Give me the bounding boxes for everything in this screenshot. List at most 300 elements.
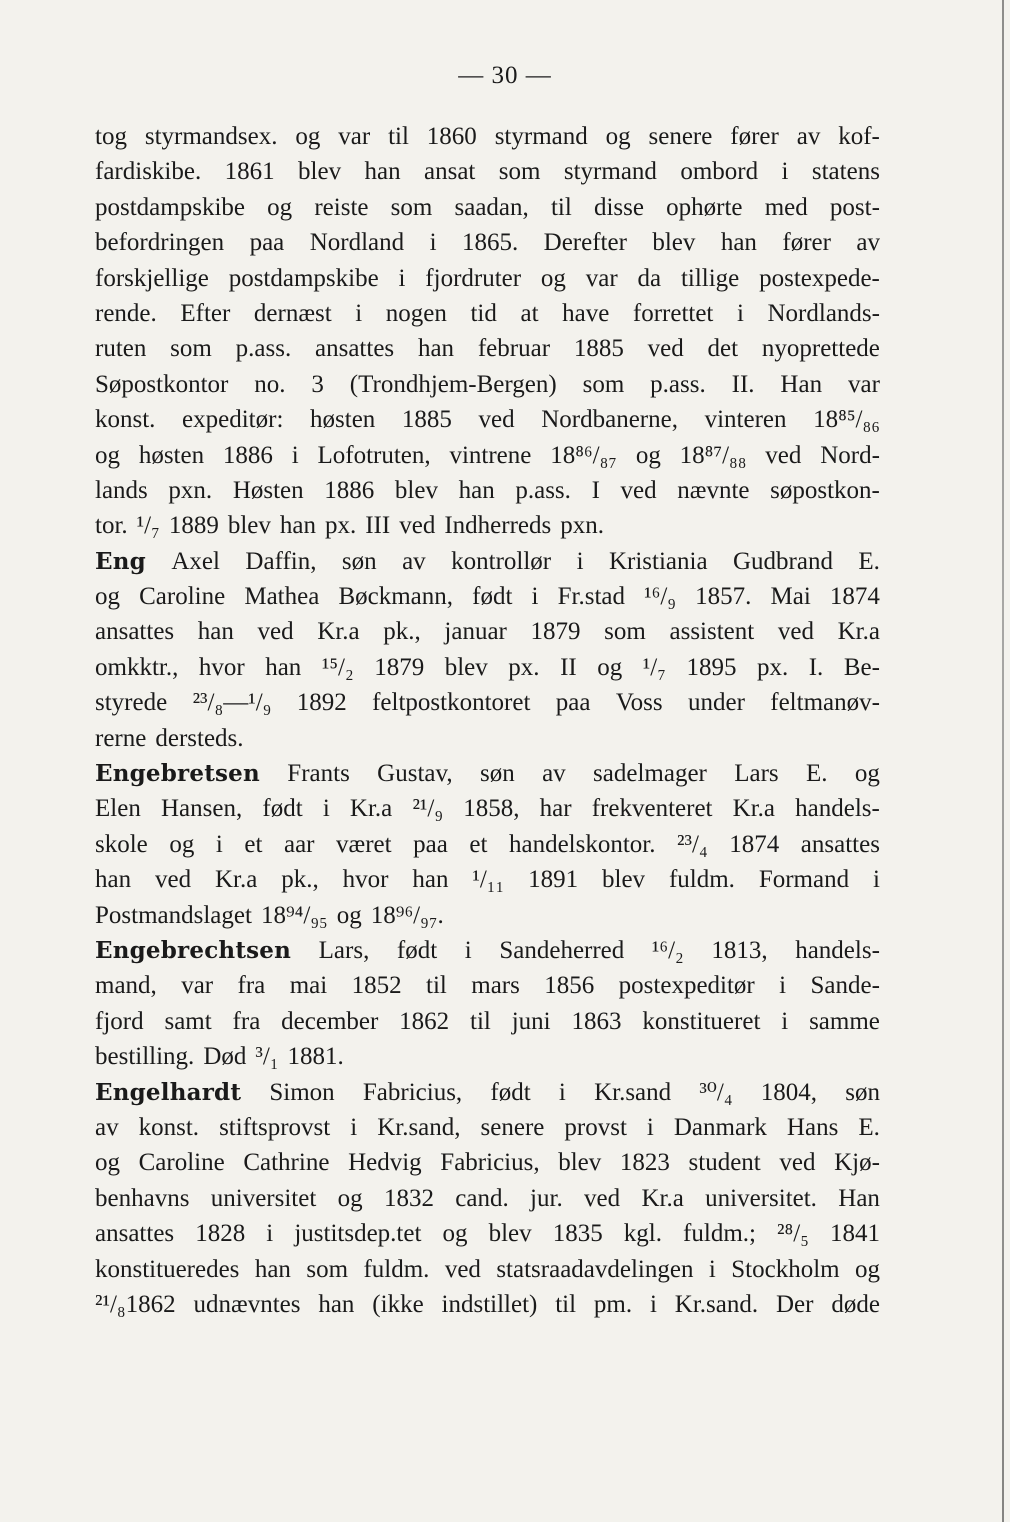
word: fra bbox=[232, 1007, 261, 1035]
word: 1886 bbox=[222, 441, 273, 469]
word: expeditør: bbox=[182, 406, 284, 434]
word: 1865. bbox=[461, 229, 519, 257]
text-line bbox=[95, 261, 880, 296]
word: Mathea bbox=[244, 583, 320, 611]
word: Død bbox=[203, 1043, 247, 1071]
word: som bbox=[604, 618, 646, 646]
word: som bbox=[390, 193, 433, 221]
word: av bbox=[402, 547, 426, 575]
word: født bbox=[490, 1078, 531, 1106]
word: senere bbox=[648, 123, 713, 150]
word: 1852 bbox=[351, 972, 402, 1000]
word: 1860 bbox=[426, 123, 477, 150]
word: samt bbox=[164, 1007, 212, 1035]
text-line bbox=[95, 154, 880, 189]
word: 1828 bbox=[195, 1220, 246, 1248]
word: av bbox=[542, 760, 566, 788]
word: Danmark bbox=[673, 1113, 767, 1141]
word: Kr.a bbox=[837, 618, 880, 646]
word: 1841 bbox=[830, 1220, 880, 1248]
text-line bbox=[95, 1145, 880, 1180]
word: født bbox=[396, 936, 438, 964]
word: konst. bbox=[95, 406, 156, 434]
word: døde bbox=[831, 1290, 880, 1318]
word: i bbox=[872, 866, 880, 894]
word: (Trondhjem-Bergen) bbox=[349, 370, 557, 398]
word: høsten bbox=[310, 406, 376, 434]
word: lands bbox=[95, 476, 148, 504]
word: 1862 bbox=[399, 1007, 450, 1035]
word: saadan, bbox=[454, 193, 529, 221]
word: forskjellige bbox=[95, 264, 209, 292]
word: han bbox=[254, 1255, 291, 1283]
word: ved bbox=[584, 1184, 621, 1212]
text-line bbox=[95, 1181, 880, 1216]
word: blev bbox=[227, 512, 271, 540]
word: 1874 bbox=[729, 830, 780, 858]
word: befordringen bbox=[95, 229, 225, 257]
word: statens bbox=[811, 158, 880, 186]
word: vintrene bbox=[449, 441, 532, 469]
text-line bbox=[95, 1110, 880, 1145]
word: ved bbox=[647, 335, 684, 363]
word: og bbox=[169, 830, 195, 858]
word: ³⁰/₄ bbox=[699, 1078, 733, 1106]
word: Be- bbox=[843, 653, 880, 681]
word: blev bbox=[394, 476, 438, 504]
word: forrettet bbox=[632, 299, 714, 327]
word: Mai bbox=[770, 583, 811, 611]
word: senere bbox=[480, 1113, 545, 1141]
word: Derefter bbox=[543, 229, 627, 257]
text-line bbox=[95, 367, 880, 402]
word: av bbox=[95, 1113, 119, 1141]
text-line bbox=[95, 968, 880, 1003]
word: et bbox=[244, 830, 263, 858]
text-line bbox=[95, 438, 880, 473]
word: Caroline bbox=[138, 1149, 225, 1177]
word: fører bbox=[730, 123, 779, 150]
word: ³/₁ bbox=[255, 1043, 279, 1071]
word: 1881. bbox=[287, 1043, 344, 1071]
word: og bbox=[95, 583, 120, 611]
word: mand, bbox=[95, 972, 157, 1000]
word: E. bbox=[858, 547, 880, 575]
word: og bbox=[635, 441, 661, 469]
text-line bbox=[95, 1075, 880, 1110]
word: Nordland bbox=[309, 229, 405, 257]
word: Nordbanerne, bbox=[541, 406, 678, 434]
page-edge-shadow bbox=[1002, 0, 1004, 1522]
word: fuldm.; bbox=[683, 1220, 756, 1248]
word: og bbox=[605, 123, 631, 150]
word: Fabricius, bbox=[440, 1149, 540, 1177]
entry-headword: Engebretsen bbox=[95, 760, 260, 788]
page-number: — 30 — bbox=[458, 62, 552, 89]
word: og bbox=[540, 264, 566, 292]
word: blev bbox=[488, 1220, 532, 1248]
word: konstitueret bbox=[642, 1007, 761, 1035]
word: fuldm. bbox=[668, 866, 735, 894]
word: nyoprettede bbox=[761, 335, 880, 363]
word: Han bbox=[838, 1184, 880, 1212]
word: og bbox=[95, 1149, 120, 1177]
word: Kr.a bbox=[732, 795, 776, 823]
word: benhavns bbox=[95, 1184, 190, 1212]
word: Sandeherred bbox=[499, 936, 625, 964]
word: ²¹/₉ bbox=[412, 795, 444, 823]
text-line bbox=[95, 579, 880, 614]
word: i bbox=[708, 1255, 716, 1283]
word: født bbox=[472, 583, 513, 611]
word: no. bbox=[254, 370, 286, 398]
word: sadelmager bbox=[593, 760, 707, 788]
word: Hedvig bbox=[348, 1149, 422, 1177]
word: kontrollør bbox=[451, 547, 552, 575]
word: justitsdep.tet bbox=[294, 1220, 422, 1248]
word: ¹/₇ bbox=[642, 653, 666, 681]
word: søn bbox=[341, 547, 377, 575]
word: i bbox=[322, 795, 330, 823]
word: søn bbox=[479, 760, 515, 788]
word: Lars, bbox=[318, 936, 370, 964]
word: Axel bbox=[171, 547, 220, 575]
word: da bbox=[637, 264, 662, 292]
text-line bbox=[95, 721, 880, 756]
word: p.ass. bbox=[515, 476, 571, 504]
word: hvor bbox=[342, 866, 389, 894]
word: og bbox=[854, 760, 880, 788]
word: Fabricius, bbox=[362, 1078, 463, 1106]
word: han bbox=[318, 1290, 355, 1318]
text-line bbox=[95, 791, 880, 826]
word: ved bbox=[478, 406, 515, 434]
word: I. bbox=[808, 653, 824, 681]
word: hvor bbox=[198, 653, 245, 681]
text-line bbox=[95, 1287, 880, 1322]
word: pk., bbox=[281, 866, 319, 894]
word: II. bbox=[731, 370, 755, 398]
word: ansattes bbox=[95, 1220, 175, 1248]
word: ruten bbox=[95, 335, 147, 363]
word: Simon bbox=[269, 1078, 335, 1106]
word: fardiskibe. bbox=[95, 158, 202, 186]
word: pk., bbox=[383, 618, 421, 646]
word: 1856 bbox=[544, 972, 595, 1000]
word: ²³/₈—¹/₉ bbox=[192, 689, 272, 717]
word: Caroline bbox=[139, 583, 226, 611]
word: konstitueredes bbox=[95, 1255, 240, 1283]
word: han bbox=[412, 866, 449, 894]
word: Gustav, bbox=[377, 760, 453, 788]
word: styrmandsex. bbox=[144, 123, 278, 150]
text-line bbox=[95, 650, 880, 685]
text-line bbox=[95, 614, 880, 649]
word: blev bbox=[652, 229, 696, 257]
word: fører bbox=[782, 229, 831, 257]
word: i bbox=[781, 1007, 789, 1035]
word: 1879 bbox=[374, 653, 425, 681]
word: Postmandslaget bbox=[95, 901, 252, 929]
word: frekventeret bbox=[591, 795, 713, 823]
text-line bbox=[95, 331, 880, 366]
word: rerne bbox=[95, 724, 147, 752]
word: og bbox=[597, 653, 623, 681]
word: og bbox=[295, 123, 321, 150]
word: dersteds. bbox=[155, 724, 244, 752]
word: var bbox=[338, 123, 371, 150]
word: ¹⁵/₂ bbox=[321, 653, 354, 681]
word: postexpeditør bbox=[618, 972, 755, 1000]
word: 18⁹⁴/₉₅ bbox=[260, 901, 328, 929]
word: Han bbox=[780, 370, 823, 398]
word: 1891 bbox=[528, 866, 579, 894]
word: mai bbox=[289, 972, 328, 1000]
word: Hansen, bbox=[160, 795, 243, 823]
word: var bbox=[847, 370, 880, 398]
word: han bbox=[197, 618, 234, 646]
text-line bbox=[95, 296, 880, 331]
word: 1879 bbox=[530, 618, 581, 646]
word: til bbox=[555, 1290, 577, 1318]
word: paa bbox=[249, 229, 285, 257]
word: han bbox=[458, 476, 495, 504]
word: Stockholm bbox=[731, 1255, 840, 1283]
word: december bbox=[281, 1007, 379, 1035]
word: Nordlands- bbox=[767, 299, 880, 327]
word: pm. bbox=[593, 1290, 633, 1318]
word: assistent bbox=[669, 618, 755, 646]
word: i bbox=[464, 936, 472, 964]
word: i bbox=[215, 830, 223, 858]
word: styrmand bbox=[494, 123, 588, 150]
word: i bbox=[531, 583, 539, 611]
word: søpostkon- bbox=[770, 476, 880, 504]
word: tillige bbox=[680, 264, 740, 292]
word: mars bbox=[471, 972, 520, 1000]
word: ²³/₄ bbox=[677, 830, 708, 858]
text-line bbox=[95, 827, 880, 862]
word: paa bbox=[555, 689, 591, 717]
word: omkktr., bbox=[95, 653, 179, 681]
text-line bbox=[95, 1039, 880, 1074]
text-line bbox=[95, 898, 880, 933]
word: han bbox=[720, 229, 757, 257]
word: statsraadavdelingen bbox=[496, 1255, 694, 1283]
word: ved bbox=[257, 618, 294, 646]
word: handelskontor. bbox=[508, 830, 656, 858]
word: dernæst bbox=[253, 299, 332, 327]
text-line bbox=[95, 862, 880, 897]
word: post- bbox=[829, 193, 880, 221]
word: 1886 bbox=[324, 476, 375, 504]
word: 1804, bbox=[760, 1078, 818, 1106]
word: 1874 bbox=[829, 583, 880, 611]
text-line bbox=[95, 402, 880, 437]
text-line bbox=[95, 508, 880, 543]
word: søn bbox=[845, 1078, 880, 1106]
word: postexpede- bbox=[759, 264, 880, 292]
word: student bbox=[688, 1149, 761, 1177]
word: ¹/₇ bbox=[136, 512, 160, 540]
word: pxn. bbox=[168, 476, 213, 504]
word: nævnte bbox=[677, 476, 750, 504]
word: ¹/₁₁ bbox=[472, 866, 505, 894]
word: ¹⁶/₂ bbox=[651, 936, 684, 964]
word: cand. bbox=[455, 1184, 509, 1212]
word: 18⁸⁷/₈₈ bbox=[679, 441, 747, 469]
word: under bbox=[687, 689, 745, 717]
word: feltpostkontoret bbox=[372, 689, 531, 717]
text-line bbox=[95, 544, 880, 579]
word: II bbox=[560, 653, 577, 681]
word: i bbox=[558, 1078, 566, 1106]
word: Søpostkontor bbox=[95, 370, 229, 398]
text-line bbox=[95, 685, 880, 720]
word: Kr.sand, bbox=[377, 1113, 461, 1141]
word: januar bbox=[444, 618, 507, 646]
word: 1813, bbox=[711, 936, 768, 964]
word: fjordruter bbox=[425, 264, 522, 292]
word: kgl. bbox=[623, 1220, 662, 1248]
word: som bbox=[498, 158, 541, 186]
word: han bbox=[279, 512, 316, 540]
word: ved bbox=[765, 441, 802, 469]
word: blev bbox=[444, 653, 488, 681]
word: til bbox=[550, 193, 572, 221]
word: kof- bbox=[838, 123, 880, 150]
word: reiste bbox=[314, 193, 369, 221]
word: px. bbox=[508, 653, 540, 681]
word: skole bbox=[95, 830, 148, 858]
word: stiftsprovst bbox=[219, 1113, 331, 1141]
word: ²⁸/₅ bbox=[777, 1220, 809, 1248]
word: ansat bbox=[424, 158, 476, 186]
word: Efter bbox=[180, 299, 231, 327]
word: Gudbrand bbox=[732, 547, 833, 575]
word: I bbox=[591, 476, 600, 504]
word: av bbox=[856, 229, 880, 257]
word: p.ass. bbox=[235, 335, 292, 363]
word: 1832 bbox=[383, 1184, 434, 1212]
word: Kr.a bbox=[317, 618, 360, 646]
word: i bbox=[646, 1113, 654, 1141]
word: det bbox=[707, 335, 739, 363]
word: ved bbox=[444, 1255, 481, 1283]
word: til bbox=[426, 972, 447, 1000]
word: postdampskibe bbox=[228, 264, 379, 292]
text-line bbox=[95, 473, 880, 508]
word: styrmand bbox=[563, 158, 657, 186]
word: ansattes bbox=[800, 830, 880, 858]
word: p.ass. bbox=[650, 370, 706, 398]
word: px. bbox=[324, 512, 357, 540]
word: høsten bbox=[138, 441, 205, 469]
word: udnævntes bbox=[193, 1290, 301, 1318]
word: 1863 bbox=[571, 1007, 622, 1035]
word: Lars bbox=[734, 760, 779, 788]
word: ophørte bbox=[666, 193, 743, 221]
word: konst. bbox=[138, 1113, 200, 1141]
word: 18⁸⁶/₈₇ bbox=[550, 441, 618, 469]
word: Kr.sand bbox=[594, 1078, 672, 1106]
word: ¹⁶/₉ bbox=[644, 583, 676, 611]
word: og bbox=[267, 193, 293, 221]
word: fuldm. bbox=[363, 1255, 430, 1283]
word: Hans bbox=[786, 1113, 839, 1141]
text-line bbox=[95, 1252, 880, 1287]
word: fra bbox=[237, 972, 266, 1000]
word: 1885 bbox=[401, 406, 452, 434]
word: E. bbox=[806, 760, 828, 788]
entry-headword: Engelhardt bbox=[95, 1078, 242, 1106]
word: Formand bbox=[758, 866, 850, 894]
text-line bbox=[95, 1004, 880, 1039]
word: E. bbox=[858, 1113, 880, 1141]
word: 1823 bbox=[619, 1149, 670, 1177]
word: i bbox=[779, 972, 787, 1000]
word: postdampskibe bbox=[95, 193, 245, 221]
word: blev bbox=[558, 1149, 602, 1177]
word: i bbox=[398, 264, 406, 292]
word: 1835 bbox=[552, 1220, 603, 1248]
word: vinteren bbox=[704, 406, 787, 434]
entry-headword: Engebrechtsen bbox=[95, 936, 292, 964]
text-line bbox=[95, 756, 880, 791]
word: 1861 bbox=[224, 158, 275, 186]
word: ved bbox=[777, 618, 814, 646]
word: ved bbox=[155, 866, 192, 894]
word: blev bbox=[298, 158, 342, 186]
word: jur. bbox=[530, 1184, 563, 1212]
word: have bbox=[562, 299, 610, 327]
word: som bbox=[582, 370, 625, 398]
word: ved bbox=[779, 1149, 816, 1177]
word: handels- bbox=[795, 936, 880, 964]
word: og bbox=[336, 901, 362, 929]
word: til bbox=[470, 1007, 491, 1035]
word: handels- bbox=[795, 795, 880, 823]
word: Indherreds bbox=[444, 512, 552, 540]
word: til bbox=[388, 123, 409, 150]
word: ²¹/₈1862 bbox=[95, 1290, 176, 1318]
word: feltmanøv- bbox=[770, 689, 880, 717]
word: disse bbox=[593, 193, 644, 221]
word: juni bbox=[511, 1007, 551, 1035]
word: ombord bbox=[680, 158, 759, 186]
word: Høsten bbox=[232, 476, 304, 504]
word: (ikke bbox=[372, 1290, 424, 1318]
word: Voss bbox=[615, 689, 663, 717]
word: tog bbox=[95, 123, 127, 150]
text-line bbox=[95, 225, 880, 260]
word: Cathrine bbox=[243, 1149, 330, 1177]
word: han bbox=[265, 653, 302, 681]
word: nogen bbox=[385, 299, 447, 327]
text-line bbox=[95, 933, 880, 968]
word: Daffin, bbox=[245, 547, 317, 575]
word: Elen bbox=[95, 795, 141, 823]
word: med bbox=[764, 193, 808, 221]
word: han bbox=[95, 866, 132, 894]
word: han bbox=[417, 335, 455, 363]
word: 1892 bbox=[296, 689, 347, 717]
word: ansattes bbox=[315, 335, 395, 363]
word: i bbox=[350, 1113, 358, 1141]
word: rende. bbox=[95, 299, 157, 327]
word: fjord bbox=[95, 1007, 144, 1035]
word: 1895 bbox=[686, 653, 737, 681]
